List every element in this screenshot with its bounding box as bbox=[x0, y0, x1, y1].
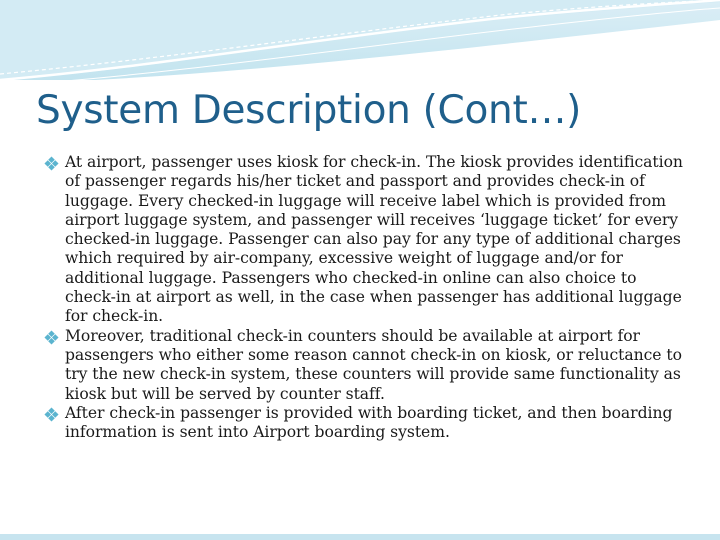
header-wave-decoration bbox=[0, 0, 720, 90]
bullet-text: Moreover, traditional check-in counters should be available at airport for passengers who either some reason cannot check-in on kiosk, or reluctance to try the new check-in system, these counters will provide same functionality as kiosk but will be served by counter staff. bbox=[65, 326, 682, 403]
bullet-item bbox=[44, 153, 684, 327]
diamond-bullet-icon bbox=[44, 156, 59, 171]
bullet-list bbox=[44, 153, 684, 442]
footer-bar bbox=[0, 534, 720, 540]
diamond-bullet-icon bbox=[44, 407, 59, 422]
bullet-text: At airport, passenger uses kiosk for check-in. The kiosk provides identification of passenger regards his/her ticket and passport and provides check-in of luggage. Every checked-in luggage will receive label which is provided from airport luggage system, and passenger will receives ‘luggage ticket’ for every checked-in luggage. Passenger can also pay for any type of additional charges which required by air-company, excessive weight of luggage and/or for additional luggage. Passengers who checked-in online can also choice to check-in at airport as well, in the case when passenger has additional luggage for check-in. bbox=[65, 153, 683, 326]
diamond-bullet-icon bbox=[44, 330, 59, 345]
bullet-text: After check-in passenger is provided with boarding ticket, and then boarding information is sent into Airport boarding system. bbox=[65, 403, 673, 442]
slide-title: System Description (Cont…) bbox=[36, 88, 582, 133]
bullet-item bbox=[44, 404, 684, 443]
bullet-item bbox=[44, 327, 684, 404]
